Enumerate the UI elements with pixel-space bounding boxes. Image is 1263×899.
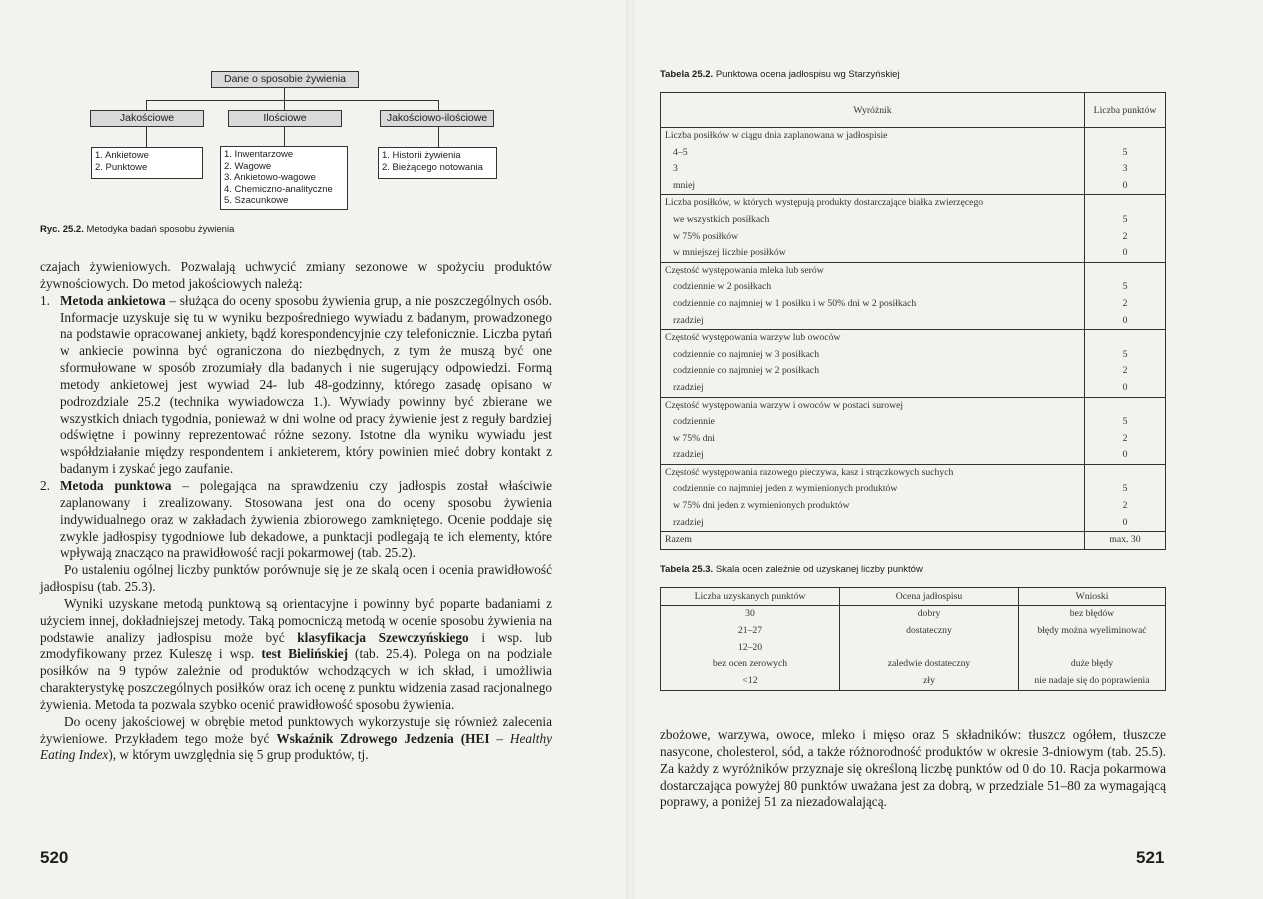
table-row: <12 zły nie nadaje się do poprawienia (661, 673, 1166, 690)
table-header: Wyróżnik (661, 93, 1085, 128)
figure-caption: Ryc. 25.2. Metodyka badań sposobu żywienia (40, 224, 235, 235)
list-item: 1. Metoda ankietowa – służąca do oceny sposobu żywienia grup, a nie poszczególnych osób. Informacje uzyskuje się tu w wyniku bezpośredniego wywiadu z badanym, prowadzonego na podstawie opracowanej ankiety, bądź korespondencyjnie czy telefonicznie. Liczba pytań w ankiecie powinna być ograniczona do niezbędnych, z tym że muszą być one sformułowane w sposób zrozumiały dla badanych i nie sugerujący odpowiedzi. Formą metody ankietowej jest wywiad 24- lub 48-godzinny, którego zasadę opisano w podrozdziale 25.2 (technika wywiadowcza 1.). Wywiady powinny być zbierane we wszystkich dniach tygodnia, ponieważ w dni wolne od pracy żywienie jest z reguły bardziej odświętne i powinny reprezentować różne sezony. Istotne dla wyniku wywiadu jest współdziałanie między respondentem i ankieterem, który powinien mieć dobry kontakt z badanym i zyskać jego zaufanie. (40, 292, 552, 477)
table-header: Liczba uzyskanych punktów (661, 588, 840, 606)
table-row: rzadziej (661, 515, 1085, 532)
table-row: rzadziej (661, 380, 1085, 397)
right-body-text (660, 727, 1166, 811)
table-row: codziennie co najmniej jeden z wymienionych produktów (661, 481, 1085, 498)
table-row: w 75% dni jeden z wymienionych produktów (661, 498, 1085, 515)
table-caption: Tabela 25.2. Punktowa ocena jadłospisu wg Starzyńskiej (660, 69, 900, 80)
table-total-value: max. 30 (1085, 532, 1166, 550)
table-row: 4–5 (661, 145, 1085, 162)
diagram-category: Jakościowo-ilościowe (380, 110, 494, 127)
table-caption: Tabela 25.3. Skala ocen zależnie od uzyskanej liczby punktów (660, 564, 923, 575)
right-page (632, 0, 1263, 899)
table-row: w 75% posiłków (661, 229, 1085, 246)
table-row: codziennie w 2 posiłkach (661, 279, 1085, 296)
table-header: Liczba punktów (1085, 93, 1166, 128)
paragraph: Do oceny jakościowej w obrębie metod punktowych wykorzystuje się również zalecenia żywieniowe. Przykładem tego może być Wskaźnik Zdrowego Jedzenia (HEI – Healthy Eating Index), w którym uwzględnia się 5 grup produktów, tj. (40, 713, 552, 763)
table-row: w 75% dni (661, 431, 1085, 448)
diagram-root: Dane o sposobie żywienia (211, 71, 359, 88)
table-row: codziennie (661, 414, 1085, 431)
table-header: Ocena jadłospisu (840, 588, 1019, 606)
diagram-category: Jakościowe (90, 110, 204, 127)
diagram-list: 1. Inwentarzowe 2. Wagowe 3. Ankietowo-wagowe 4. Chemiczno-analityczne 5. Szacunkowe (220, 146, 348, 210)
list-item: 2. Metoda punktowa – polegająca na sprawdzeniu czy jadłospis został właściwie zaplanowany i zrealizowany. Stosowana jest ona do oceny sposobu żywienia indywidualnego oraz w zakładach żywienia zbiorowego zamkniętego. Ocenie poddaje się zwykle jadłospisy tygodniowe lub dekadowe, a punktacji podlegają te ich elementy, które wpływają znacząco na prawidłowość racji pokarmowej (tab. 25.2). (40, 477, 553, 561)
table-row: 21–27 dostateczny błędy można wyeliminować (661, 623, 1166, 640)
table-group-title: Liczba posiłków, w których występują produkty dostarczające białka zwierzęcego (661, 195, 1085, 212)
table-row: 3 (661, 161, 1085, 178)
diagram-list: 1. Ankietowe 2. Punktowe (91, 147, 203, 179)
table-row: mniej (661, 178, 1085, 195)
table-row: rzadziej (661, 447, 1085, 464)
table-row: 12–20 (661, 640, 1166, 657)
table-row: codziennie co najmniej w 1 posiłku i w 50% dni w 2 posiłkach (661, 296, 1085, 313)
table-row: bez ocen zerowych zaledwie dostateczny duże błędy (661, 656, 1166, 673)
table-group-title: Częstość występowania razowego pieczywa, kasz i strączkowych suchych (661, 464, 1085, 481)
diagram-list: 1. Historii żywienia 2. Bieżącego notowania (378, 147, 497, 179)
table-row: w mniejszej liczbie posiłków (661, 245, 1085, 262)
table-row: codziennie co najmniej w 3 posiłkach (661, 347, 1085, 364)
table-group-title: Częstość występowania mleka lub serów (661, 262, 1085, 279)
paragraph: Wyniki uzyskane metodą punktową są orientacyjne i powinny być poparte badaniami z użyciem innej, dokładniejszej metody. Taką pomocniczą metodą w ocenie sposobu żywienia na podstawie analizy jadłospisu może być klasyfikacja Szewczyńskiego i wsp. lub zmodyfikowany przez Kuleszę i wsp. test Bielińskiej (tab. 25.4). Polega on na podziale posiłków na 9 typów zależnie od produktów wchodzących w ich skład, i umożliwia charakterystykę poszczególnych posiłków oraz ich ocenę z punktu widzenia zasad racjonalnego żywienia. Metoda ta pozwala szybko ocenić prawidłowość sposobu żywienia. (40, 595, 552, 712)
scoring-table: Wyróżnik Liczba punktów Liczba posiłków w ciągu dnia zaplanowana w jadłospisie 4–5 5 3 3 mniej 0 Liczba posiłków, w których występują produkty dostarczające białka zwierzęcego we wszystkich posiłkach 5 w 75% posiłków 2 w mniejszej liczbie posiłków 0 Częstość występowania mleka lub serów codziennie w 2 posiłkach 5 codziennie co najmniej w 1 posiłku i w 50% dni w 2 posiłkach 2 rzadziej 0 Częstość występowania warzyw lub owoców codziennie co najmniej w 3 posiłkach 5 codziennie co najmniej w 2 posiłkach 2 rzadziej 0 Częstość występowania warzyw i owoców w postaci surowej codziennie 5 w 75% dni 2 rzadziej 0 Częstość występowania razowego pieczywa, kasz i strączkowych suchych codziennie co najmniej jeden z wymienionych produktów 5 w 75% dni jeden z wymienionych produktów 2 rzadziej 0 Razem max. 30 (660, 92, 1166, 550)
table-row: we wszystkich posiłkach (661, 212, 1085, 229)
table-row: 30 dobry bez błędów (661, 606, 1166, 623)
page-number: 520 (40, 848, 69, 867)
left-body-text (40, 259, 552, 764)
paragraph: Po ustaleniu ogólnej liczby punktów porównuje się je ze skalą ocen i ocenia prawidłowość jadłospisu (tab. 25.3). (40, 562, 552, 595)
diagram-category: Ilościowe (228, 110, 342, 127)
rating-scale-table (660, 587, 1166, 691)
table-row: rzadziej (661, 313, 1085, 330)
table-group-title: Częstość występowania warzyw i owoców w postaci surowej (661, 397, 1085, 414)
table-group-title: Liczba posiłków w ciągu dnia zaplanowana w jadłospisie (661, 128, 1085, 145)
table-total-label: Razem (661, 532, 1085, 550)
table-row: codziennie co najmniej w 2 posiłkach (661, 363, 1085, 380)
table-group-title: Częstość występowania warzyw lub owoców (661, 330, 1085, 347)
table-header: Wnioski (1019, 588, 1166, 606)
intro-paragraph: czajach żywieniowych. Pozwalają uchwycić zmiany sezonowe w spożyciu produktów żywnościowych. Do metod jakościowych należą: (40, 259, 552, 291)
page-number: 521 (1136, 848, 1165, 867)
left-page (0, 0, 628, 899)
paragraph: zbożowe, warzywa, owoce, mleko i mięso oraz 5 składników: tłuszcz ogółem, tłuszcze nasycone, cholesterol, sód, a także różnorodność produktów w okresie 3-dniowym (tab. 25.5). Za każdy z wyróżników przyznaje się określoną liczbę punktów od 0 do 10. Racja pokarmowa dostarczająca powyżej 80 punktów uważana jest za dobrą, w przedziale 51–80 za wymagającą poprawy, a poniżej 51 za niezadowalającą. (660, 727, 1166, 810)
